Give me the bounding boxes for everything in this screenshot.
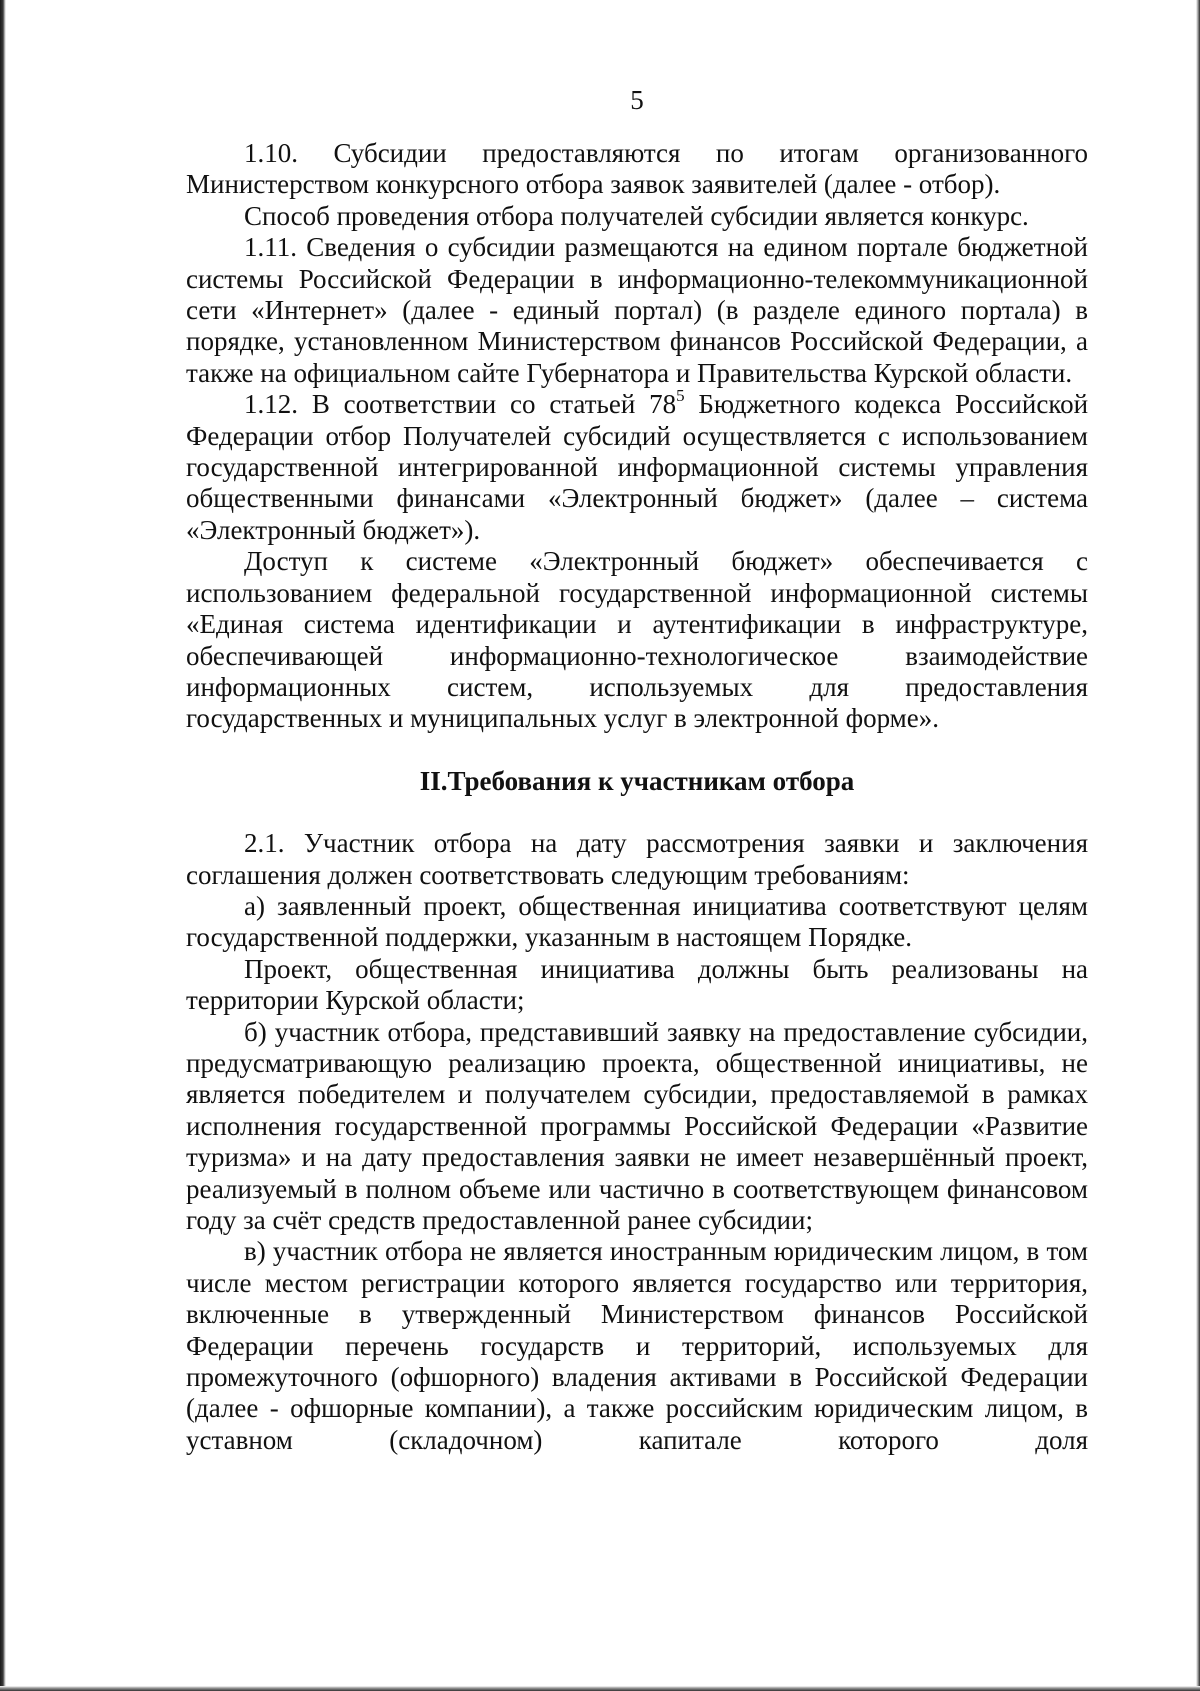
- paragraph-2-1: 2.1. Участник отбора на дату рассмотрения заявки и заключения соглашения должен соответствовать следующим требованиям:: [186, 828, 1088, 890]
- paragraph-selection-method: Способ проведения отбора получателей субсидии является конкурс.: [244, 200, 1029, 231]
- paragraph-1-12-text-after: Бюджетного кодекса Российской Федерации отбор Получателей субсидий осуществляется с использованием государственной интегрированной информационной системы управления общественными финансами «Электронный бюджет» (далее – система «Электронный бюджет»).: [186, 389, 1089, 545]
- document-page: [186, 80, 1088, 1456]
- section-title: II.Требования к участникам отбора: [419, 765, 855, 796]
- scan-edge-left: [0, 0, 6, 1691]
- page-number: 5: [630, 85, 644, 115]
- paragraph-2-1-a: а) заявленный проект, общественная инициатива соответствуют целям государственной поддержки, указанным в настоящем Порядке.: [186, 890, 1088, 953]
- scan-edge-right: [1196, 0, 1200, 1691]
- scan-edge-bottom: [0, 1686, 1200, 1691]
- article-superscript: 5: [676, 386, 685, 406]
- paragraph-project-territory: Проект, общественная инициатива должны быть реализованы на территории Курской области;: [186, 953, 1088, 1016]
- paragraph-1-12-text-before: 1.12. В соответствии со статьей 78: [244, 389, 677, 420]
- paragraph-1-12: [186, 386, 1089, 546]
- paragraph-1-11: 1.11. Сведения о субсидии размещаются на едином портале бюджетной системы Российской Федерации в информационно-телекоммуникационной сети «Интернет» (далее - единый портал) (в разделе единого портала) в порядке, установленном Министерством финансов Российской Федерации, а также на официальном сайте Губернатора и Правительства Курской области.: [186, 232, 1088, 388]
- paragraph-1-10: 1.10. Субсидии предоставляются по итогам организованного Министерством конкурсного отбора заявок заявителей (далее - отбор).: [186, 138, 1088, 200]
- paragraph-2-1-v: в) участник отбора не является иностранным юридическим лицом, в том числе местом регистрации которого является государство или территория, включенные в утвержденный Министерством финансов Российской Федерации перечень государств и территорий, используемых для промежуточного (офшорного) владения активами в Российской Федерации (далее - офшорные компании), а также российским юридическим лицом, в уставном (складочном) капитале которого доля: [186, 1236, 1088, 1455]
- paragraph-2-1-b: б) участник отбора, представивший заявку на предоставление субсидии, предусматривающую реализацию проекта, общественной инициативы, не является победителем и получателем субсидии, предоставляемой в рамках исполнения государственной программы Российской Федерации «Развитие туризма» и на дату предоставления заявки не имеет незавершённый проект, реализуемый в полном объеме или частично в соответствующем финансовом году за счёт средств предоставленной ранее субсидии;: [186, 1016, 1088, 1235]
- paragraph-access: Доступ к системе «Электронный бюджет» обеспечивается с использованием федеральной государственной информационной системы «Единая система идентификации и аутентификации в инфраструктуре, обеспечивающей информационно-технологическое взаимодействие информационных систем, используемых для предоставления государственных и муниципальных услуг в электронной форме».: [186, 546, 1088, 734]
